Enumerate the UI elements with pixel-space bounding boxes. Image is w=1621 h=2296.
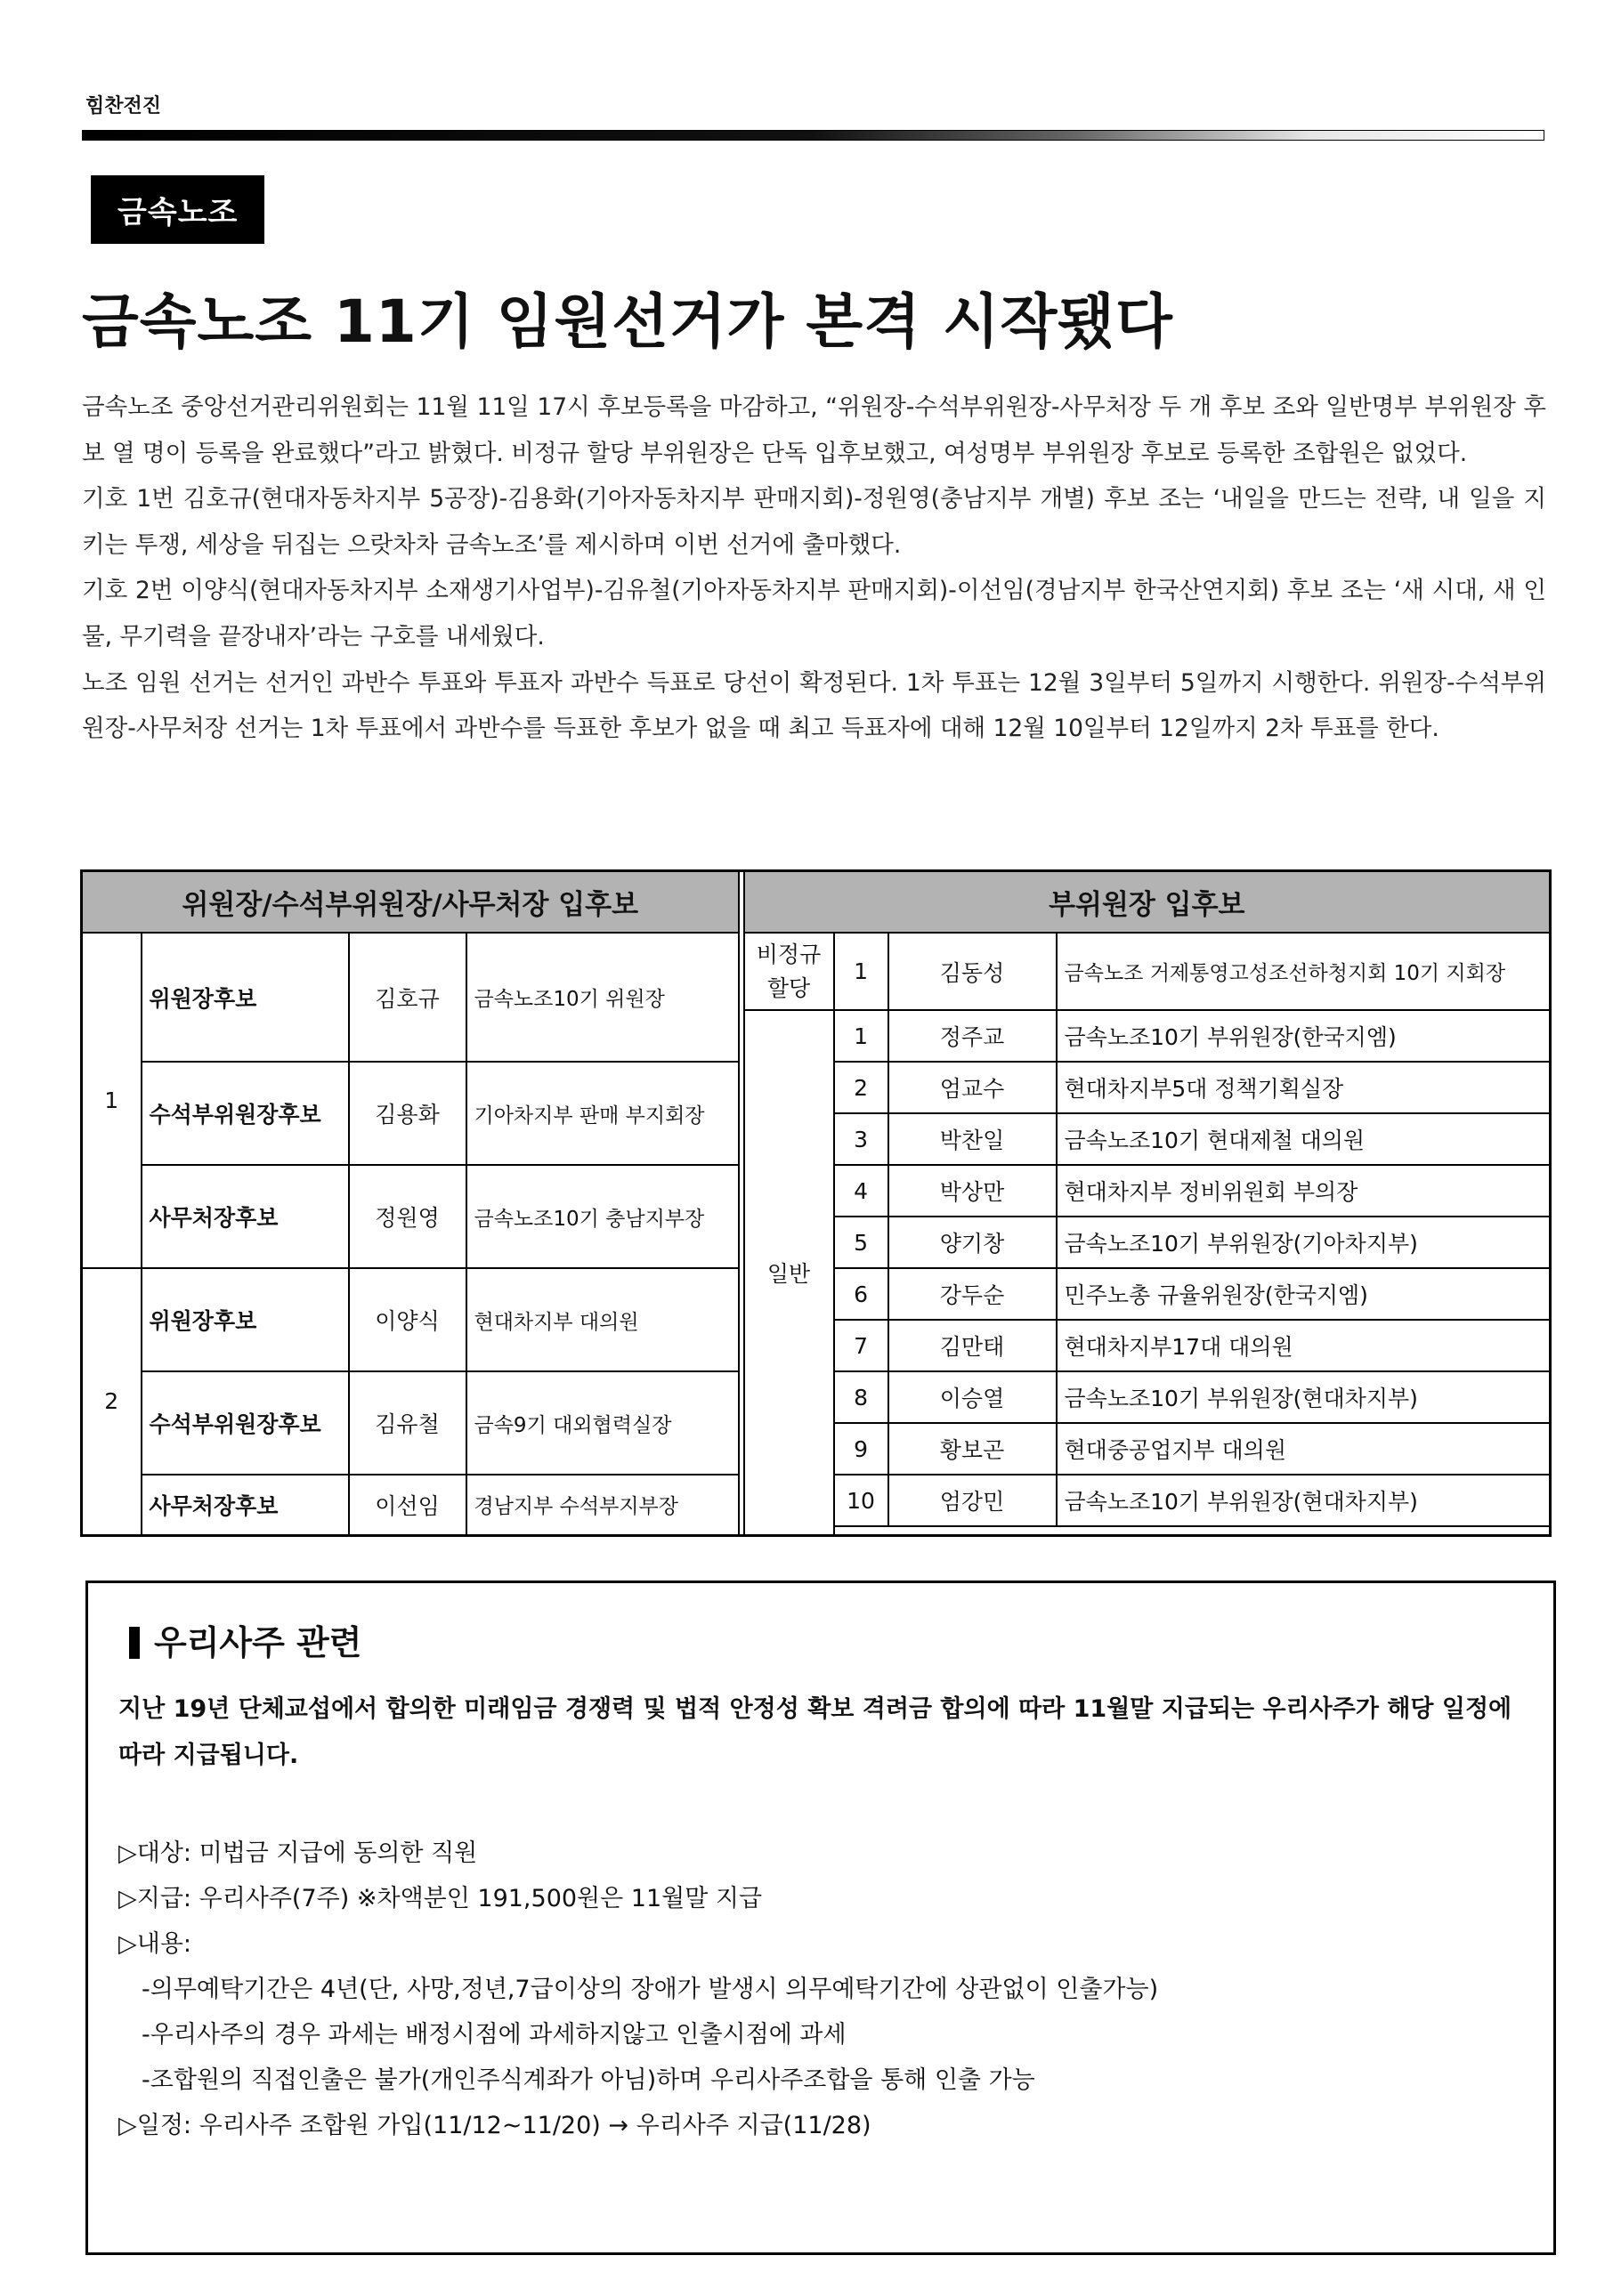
- candidate-desc: 경남지부 수석부지부장: [466, 1475, 739, 1535]
- headline: 금속노조 11기 임원선거가 본격 시작됐다: [82, 287, 1173, 356]
- notice-lead: 지난 19년 단체교섭에서 합의한 미래임금 경쟁력 및 법적 안정성 확보 격려금 합의에 따라 11월말 지급되는 우리사주가 해당 일정에 따라 지급됩니다.: [118, 1695, 1512, 1769]
- newsletter-name: 힘찬전진: [85, 95, 162, 117]
- header-rule: [82, 130, 1544, 141]
- vice-desc: 금속노조10기 부위원장(현대차지부): [1057, 1371, 1551, 1423]
- notice-title-text: 우리사주 관련: [154, 1623, 362, 1662]
- vice-desc: 민주노총 규율위원장(한국지엠): [1057, 1268, 1551, 1320]
- vice-name: 엄교수: [888, 1062, 1057, 1113]
- notice-box: [85, 1581, 1556, 2255]
- candidate-role: 수석부위원장후보: [142, 1062, 349, 1165]
- square-bullet-icon: [129, 1627, 140, 1659]
- section-tag: 금속노조: [91, 175, 264, 244]
- vice-group-label: 비정규 할당: [744, 933, 834, 1010]
- candidate-role: 위원장후보: [142, 1268, 349, 1371]
- candidate-desc: 현대차지부 대의원: [466, 1268, 739, 1371]
- vice-name: 이승열: [888, 1371, 1057, 1423]
- vice-desc: 금속노조10기 부위원장(기아차지부): [1057, 1217, 1551, 1268]
- article-paragraph: 기호 2번 이양식(현대자동차지부 소재생기사업부)-김유철(기아자동차지부 판매지회)-이선임(경남지부 한국산연지회) 후보 조는 ‘새 시대, 새 인물, 무기력을 끝장내자’라는 구호를 내세웠다.: [82, 577, 1546, 651]
- candidate-desc: 기아차지부 판매 부지회장: [466, 1062, 739, 1165]
- notice-content-item: -조합원의 직접인출은 불가(개인주식계좌가 아님)하며 우리사주조합을 통해 인출 가능: [142, 2066, 1035, 2094]
- candidate-role: 사무처장후보: [142, 1165, 349, 1268]
- vice-desc: 금속노조10기 부위원장(현대차지부): [1057, 1475, 1551, 1526]
- article-paragraph: 금속노조 중앙선거관리위원회는 11월 11일 17시 후보등록을 마감하고, “위원장-수석부위원장-사무처장 두 개 후보 조와 일반명부 부위원장 후보 열 명이 등록을 완료했다”라고 밝혔다. 비정규 할당 부위원장은 단독 입후보했고, 여성명부 부위원장 후보로 등록한 조합원은 없었다.: [82, 393, 1546, 467]
- vice-num: 9: [834, 1423, 888, 1475]
- vice-num: 4: [834, 1165, 888, 1217]
- notice-content-item: -우리사주의 경우 과세는 배정시점에 과세하지않고 인출시점에 과세: [142, 2021, 847, 2049]
- candidate-role: 사무처장후보: [142, 1475, 349, 1535]
- notice-target: ▷대상: 미법금 지급에 동의한 직원: [118, 1839, 478, 1867]
- article-body: [82, 384, 1546, 752]
- notice-payment-note: ※차액분인 191,500원은 11월말 지급: [356, 1885, 763, 1912]
- candidate-desc: 금속노조10기 위원장: [466, 933, 739, 1062]
- vice-desc: 현대차지부17대 대의원: [1057, 1320, 1551, 1371]
- article-paragraph: 기호 1번 김호규(현대자동차지부 5공장)-김용화(기아자동차지부 판매지회)-정원영(충남지부 개별) 후보 조는 ‘내일을 만드는 전략, 내 일을 지키는 투쟁, 세상을 뒤집는 으랏차차 금속노조’를 제시하며 이번 선거에 출마했다.: [82, 485, 1546, 559]
- vice-desc: 현대차지부5대 정책기획실장: [1057, 1062, 1551, 1113]
- left-table-header: 위원장/수석부위원장/사무처장 입후보: [82, 871, 739, 934]
- notice-schedule: ▷일정: 우리사주 조합원 가입(11/12~11/20) → 우리사주 지급(11/28): [118, 2112, 871, 2139]
- vice-num: 7: [834, 1320, 888, 1371]
- vice-name: 황보곤: [888, 1423, 1057, 1475]
- candidate-name: 정원영: [349, 1165, 466, 1268]
- notice-content-item: -의무예탁기간은 4년(단, 사망,정년,7급이상의 장애가 발생시 의무예탁기간에 상관없이 인출가능): [142, 1976, 1159, 2003]
- vice-num: 3: [834, 1113, 888, 1165]
- vice-desc: 현대차지부 정비위원회 부의장: [1057, 1165, 1551, 1217]
- vice-name: 강두순: [888, 1268, 1057, 1320]
- vice-num: 2: [834, 1062, 888, 1113]
- vice-name: 엄강민: [888, 1475, 1057, 1526]
- candidate-name: 김용화: [349, 1062, 466, 1165]
- vice-name: 양기창: [888, 1217, 1057, 1268]
- vice-desc: 금속노조10기 부위원장(한국지엠): [1057, 1010, 1551, 1062]
- right-table-header: 부위원장 입후보: [744, 871, 1551, 934]
- vice-desc: 금속노조 거제통영고성조선하청지회 10기 지회장: [1057, 933, 1551, 1010]
- notice-list: [118, 1831, 1158, 2148]
- candidate-name: 이양식: [349, 1268, 466, 1371]
- vice-num: 8: [834, 1371, 888, 1423]
- candidate-role: 수석부위원장후보: [142, 1371, 349, 1475]
- vice-name: 박상만: [888, 1165, 1057, 1217]
- vice-desc: 금속노조10기 현대제철 대의원: [1057, 1113, 1551, 1165]
- vice-num: 1: [834, 933, 888, 1010]
- vice-num: 1: [834, 1010, 888, 1062]
- vice-num: 5: [834, 1217, 888, 1268]
- notice-payment: [118, 1876, 1158, 1921]
- candidate-name: 김유철: [349, 1371, 466, 1475]
- candidate-desc: 금속노조10기 충남지부장: [466, 1165, 739, 1268]
- candidate-desc: 금속9기 대외협력실장: [466, 1371, 739, 1475]
- candidate-role: 위원장후보: [142, 933, 349, 1062]
- candidate-name: 김호규: [349, 933, 466, 1062]
- notice-payment-text: ▷지급: 우리사주(7주): [118, 1885, 350, 1912]
- vice-name: 김동성: [888, 933, 1057, 1010]
- vice-name: 김만태: [888, 1320, 1057, 1371]
- candidate-table: [80, 869, 1552, 1537]
- ticket-number: 1: [82, 933, 142, 1268]
- article-paragraph: 노조 임원 선거는 선거인 과반수 투표와 투표자 과반수 득표로 당선이 확정된다. 1차 투표는 12월 3일부터 5일까지 시행한다. 위원장-수석부위원장-사무처장 선거는 1차 투표에서 과반수를 득표한 후보가 없을 때 최고 득표자에 대해 12월 10일부터 12일까지 2차 투표를 한다.: [82, 668, 1546, 743]
- vice-name: 정주교: [888, 1010, 1057, 1062]
- notice-content-label: ▷내용:: [118, 1930, 192, 1958]
- candidate-name: 이선임: [349, 1475, 466, 1535]
- notice-title: [129, 1615, 361, 1664]
- vice-name: 박찬일: [888, 1113, 1057, 1165]
- vice-num: 6: [834, 1268, 888, 1320]
- vice-group-label: 일반: [744, 1010, 834, 1535]
- vice-num: 10: [834, 1475, 888, 1526]
- ticket-number: 2: [82, 1268, 142, 1535]
- vice-desc: 현대중공업지부 대의원: [1057, 1423, 1551, 1475]
